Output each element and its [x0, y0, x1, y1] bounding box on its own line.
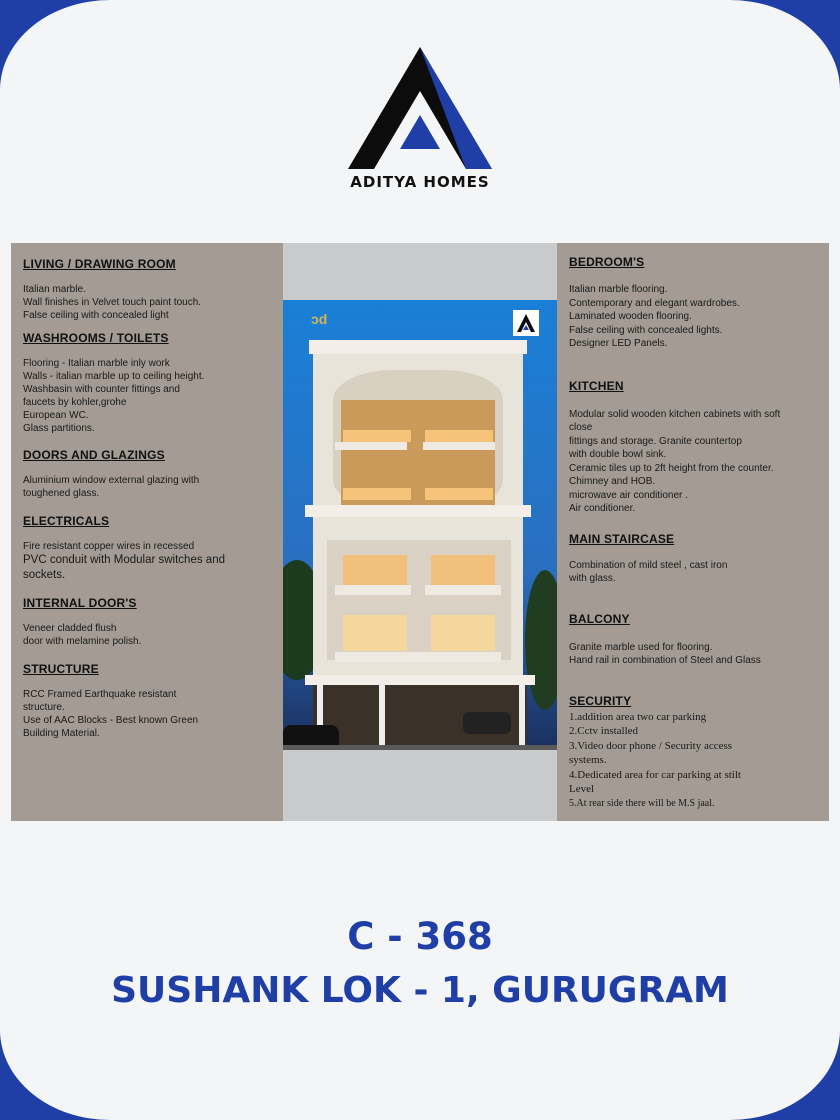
section-title: ELECTRICALS — [23, 514, 110, 528]
spec-section — [23, 514, 271, 583]
property-code: C - 368 — [347, 915, 493, 958]
section-body: Granite marble used for flooring. Hand rail in combination of Steel and Glass — [569, 641, 761, 666]
brand-name: ADITYA HOMES — [350, 173, 490, 191]
building-rendering — [283, 300, 557, 750]
section-body: Italian marble. Wall finishes in Velvet touch paint touch. False ceiling with concealed light — [23, 284, 202, 321]
section-body: Modular solid wooden kitchen cabinets with soft close fittings and storage. Granite countertop with double bowl sink. Ceramic tiles up to 2ft height from the counter. Chimney and HOB. microwave air conditioner . Air conditioner. — [569, 408, 781, 514]
section-title: DOORS AND GLAZINGS — [23, 448, 165, 462]
svg-text:ɔd: ɔd — [311, 311, 328, 327]
section-title: LIVING / DRAWING ROOM — [23, 257, 176, 271]
section-title: WASHROOMS / TOILETS — [23, 331, 169, 345]
section-title: BALCONY — [569, 611, 630, 626]
section-title: BEDROOM'S — [569, 255, 645, 269]
section-body: Aluminium window external glazing with toughened glass. — [23, 475, 200, 499]
section-title: MAIN STAIRCASE — [569, 531, 675, 546]
property-address: SUSHANK LOK - 1, GURUGRAM — [111, 970, 729, 1011]
specs-left-panel — [11, 243, 283, 821]
spec-section — [23, 662, 271, 740]
section-title: SECURITY — [569, 693, 632, 708]
section-body: 1.addition area two car parking 2.Cctv installed 3.Video door phone / Security access systems. 4.Dedicated area for car parking at stilt Level — [569, 710, 741, 795]
spec-section — [23, 331, 271, 435]
section-title: STRUCTURE — [23, 662, 99, 676]
section-body: PVC conduit with Modular switches and sockets. — [23, 554, 225, 581]
section-body: Italian marble flooring. Contemporary and elegant wardrobes. Laminated wooden flooring. False ceiling with concealed lights. Designer LED Panels. — [569, 284, 740, 349]
section-title: KITCHEN — [569, 378, 624, 393]
specs-right-panel — [557, 243, 829, 821]
spec-section — [569, 694, 817, 812]
section-title: INTERNAL DOOR'S — [23, 596, 137, 610]
section-body: Fire resistant copper wires in recessed — [23, 541, 195, 552]
section-body: 5.At rear side there will be M.S jaal. — [569, 797, 715, 809]
section-body: RCC Framed Earthquake resistant structure. Use of AAC Blocks - Best known Green Building Material. — [23, 689, 199, 739]
spec-section — [23, 257, 271, 322]
spec-section — [23, 448, 271, 500]
spec-section — [23, 596, 271, 648]
spec-section — [569, 255, 817, 351]
aditya-homes-logo — [340, 45, 500, 175]
spec-section — [569, 379, 817, 516]
spec-section — [569, 612, 817, 667]
section-body: Combination of mild steel , cast iron with glass. — [569, 559, 728, 584]
spec-section — [569, 532, 817, 585]
section-body: Veneer cladded flush door with melamine polish. — [23, 623, 142, 647]
section-body: Flooring - Italian marble inly work Walls - italian marble up to ceiling height. Washbasin with counter fittings and faucets by kohler,grohe European WC. Glass partitions. — [23, 358, 205, 434]
